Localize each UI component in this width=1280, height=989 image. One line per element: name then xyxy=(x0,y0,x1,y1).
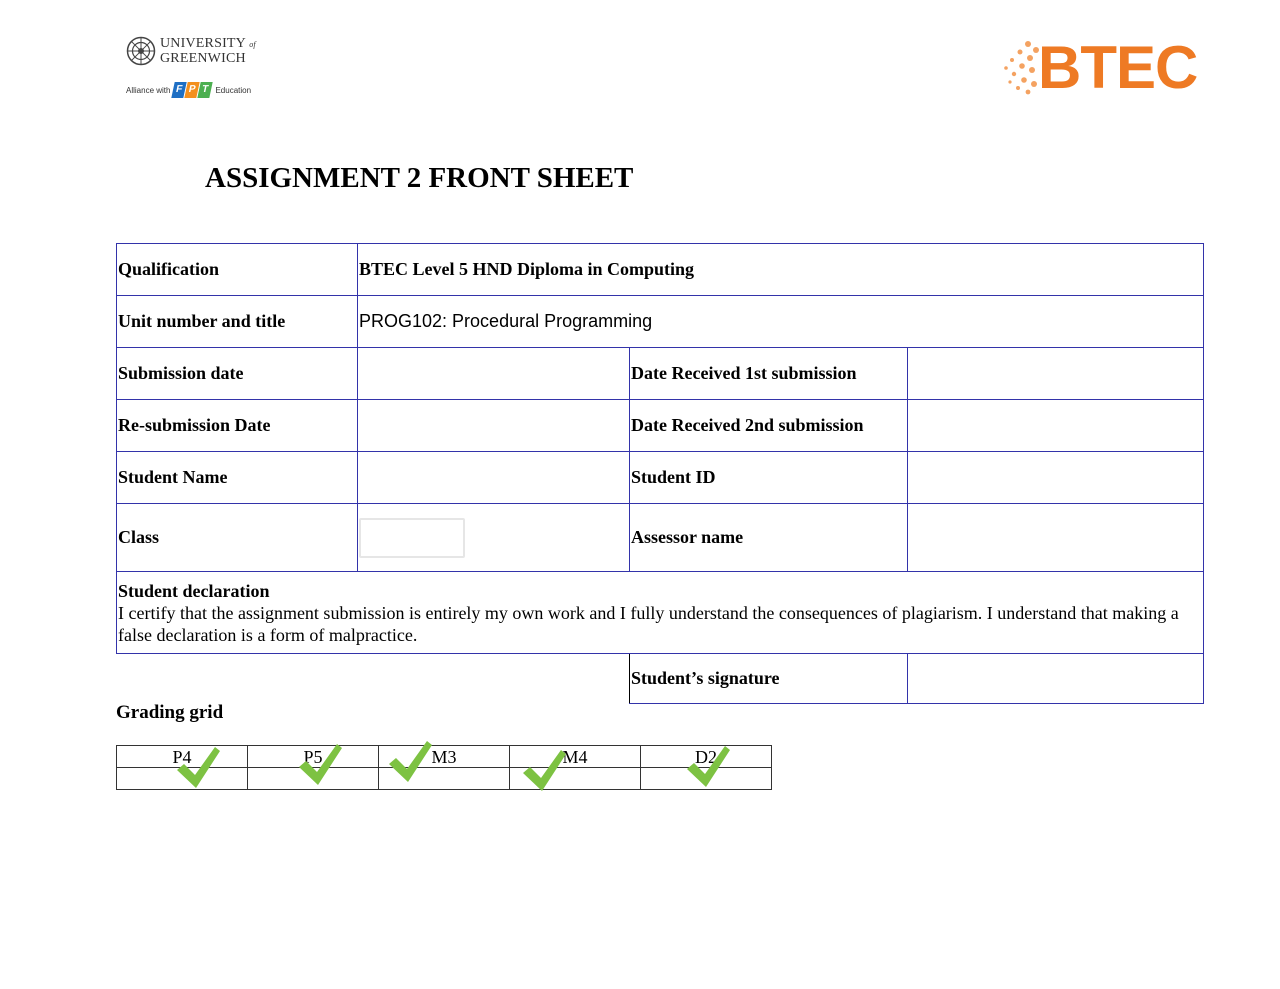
qualification-row xyxy=(117,244,1204,296)
fpt-letter-t: T xyxy=(198,82,213,98)
student-name-field[interactable] xyxy=(358,452,630,504)
fpt-logo xyxy=(173,82,212,98)
criterion-m3: M3 xyxy=(379,746,510,768)
date-received-1-label: Date Received 1st submission xyxy=(630,348,908,400)
date-received-1-field[interactable] xyxy=(908,348,1204,400)
resubmission-date-label: Re-submission Date xyxy=(117,400,358,452)
signature-label: Student’s signature xyxy=(630,654,908,704)
signature-field[interactable] xyxy=(908,654,1204,704)
alliance-line xyxy=(126,82,251,98)
criterion-p4: P4 xyxy=(117,746,248,768)
university-line1: UNIVERSITY xyxy=(160,36,246,51)
declaration-row xyxy=(117,572,1204,654)
class-field[interactable] xyxy=(358,504,630,572)
university-greenwich-logo xyxy=(126,36,266,106)
student-name-label: Student Name xyxy=(117,452,358,504)
submission-row xyxy=(117,348,1204,400)
alliance-suffix: Education xyxy=(215,85,252,95)
checkmark-icon xyxy=(296,741,344,787)
date-received-2-label: Date Received 2nd submission xyxy=(630,400,908,452)
university-name xyxy=(160,37,256,66)
checkmark-icon xyxy=(520,747,568,793)
front-sheet-table xyxy=(116,243,1204,704)
class-label: Class xyxy=(117,504,358,572)
criterion-m4: M4 xyxy=(510,746,641,768)
fpt-letter-f: F xyxy=(172,82,187,98)
declaration-text: I certify that the assignment submission is entirely my own work and I fully understand the consequences of plagiarism. I understand that making a false declaration is a form of malpractice. xyxy=(118,602,1179,645)
unit-value: PROG102: Procedural Programming xyxy=(358,296,1204,348)
submission-date-field[interactable] xyxy=(358,348,630,400)
student-id-label: Student ID xyxy=(630,452,908,504)
resubmission-date-field[interactable] xyxy=(358,400,630,452)
qualification-label: Qualification xyxy=(117,244,358,296)
unit-label: Unit number and title xyxy=(117,296,358,348)
criterion-p5: P5 xyxy=(248,746,379,768)
declaration-heading: Student declaration xyxy=(118,580,270,601)
assessor-field[interactable] xyxy=(908,504,1204,572)
page-title: ASSIGNMENT 2 FRONT SHEET xyxy=(205,162,634,194)
qualification-value: BTEC Level 5 HND Diploma in Computing xyxy=(358,244,1204,296)
student-id-field[interactable] xyxy=(908,452,1204,504)
university-of: of xyxy=(249,40,256,49)
btec-dots-icon xyxy=(1000,38,1040,98)
university-line2: GREENWICH xyxy=(160,51,246,66)
fpt-letter-p: P xyxy=(185,82,200,98)
date-received-2-field[interactable] xyxy=(908,400,1204,452)
submission-date-label: Submission date xyxy=(117,348,358,400)
unit-row xyxy=(117,296,1204,348)
class-row xyxy=(117,504,1204,572)
student-row xyxy=(117,452,1204,504)
signature-spacer xyxy=(117,654,630,704)
student-declaration xyxy=(117,572,1204,654)
btec-logo xyxy=(1000,36,1200,100)
resubmission-row xyxy=(117,400,1204,452)
assessor-label: Assessor name xyxy=(630,504,908,572)
grading-grid-title: Grading grid xyxy=(116,702,224,723)
class-input-box[interactable] xyxy=(359,518,465,558)
alliance-prefix: Alliance with xyxy=(126,85,171,95)
criterion-d2: D2 xyxy=(641,746,772,768)
btec-wordmark: BTEC xyxy=(1038,34,1198,101)
checkmark-icon xyxy=(174,744,222,790)
signature-row xyxy=(117,654,1204,704)
checkmark-icon xyxy=(684,743,732,789)
university-seal-icon xyxy=(126,36,156,66)
checkmark-icon xyxy=(386,738,434,784)
